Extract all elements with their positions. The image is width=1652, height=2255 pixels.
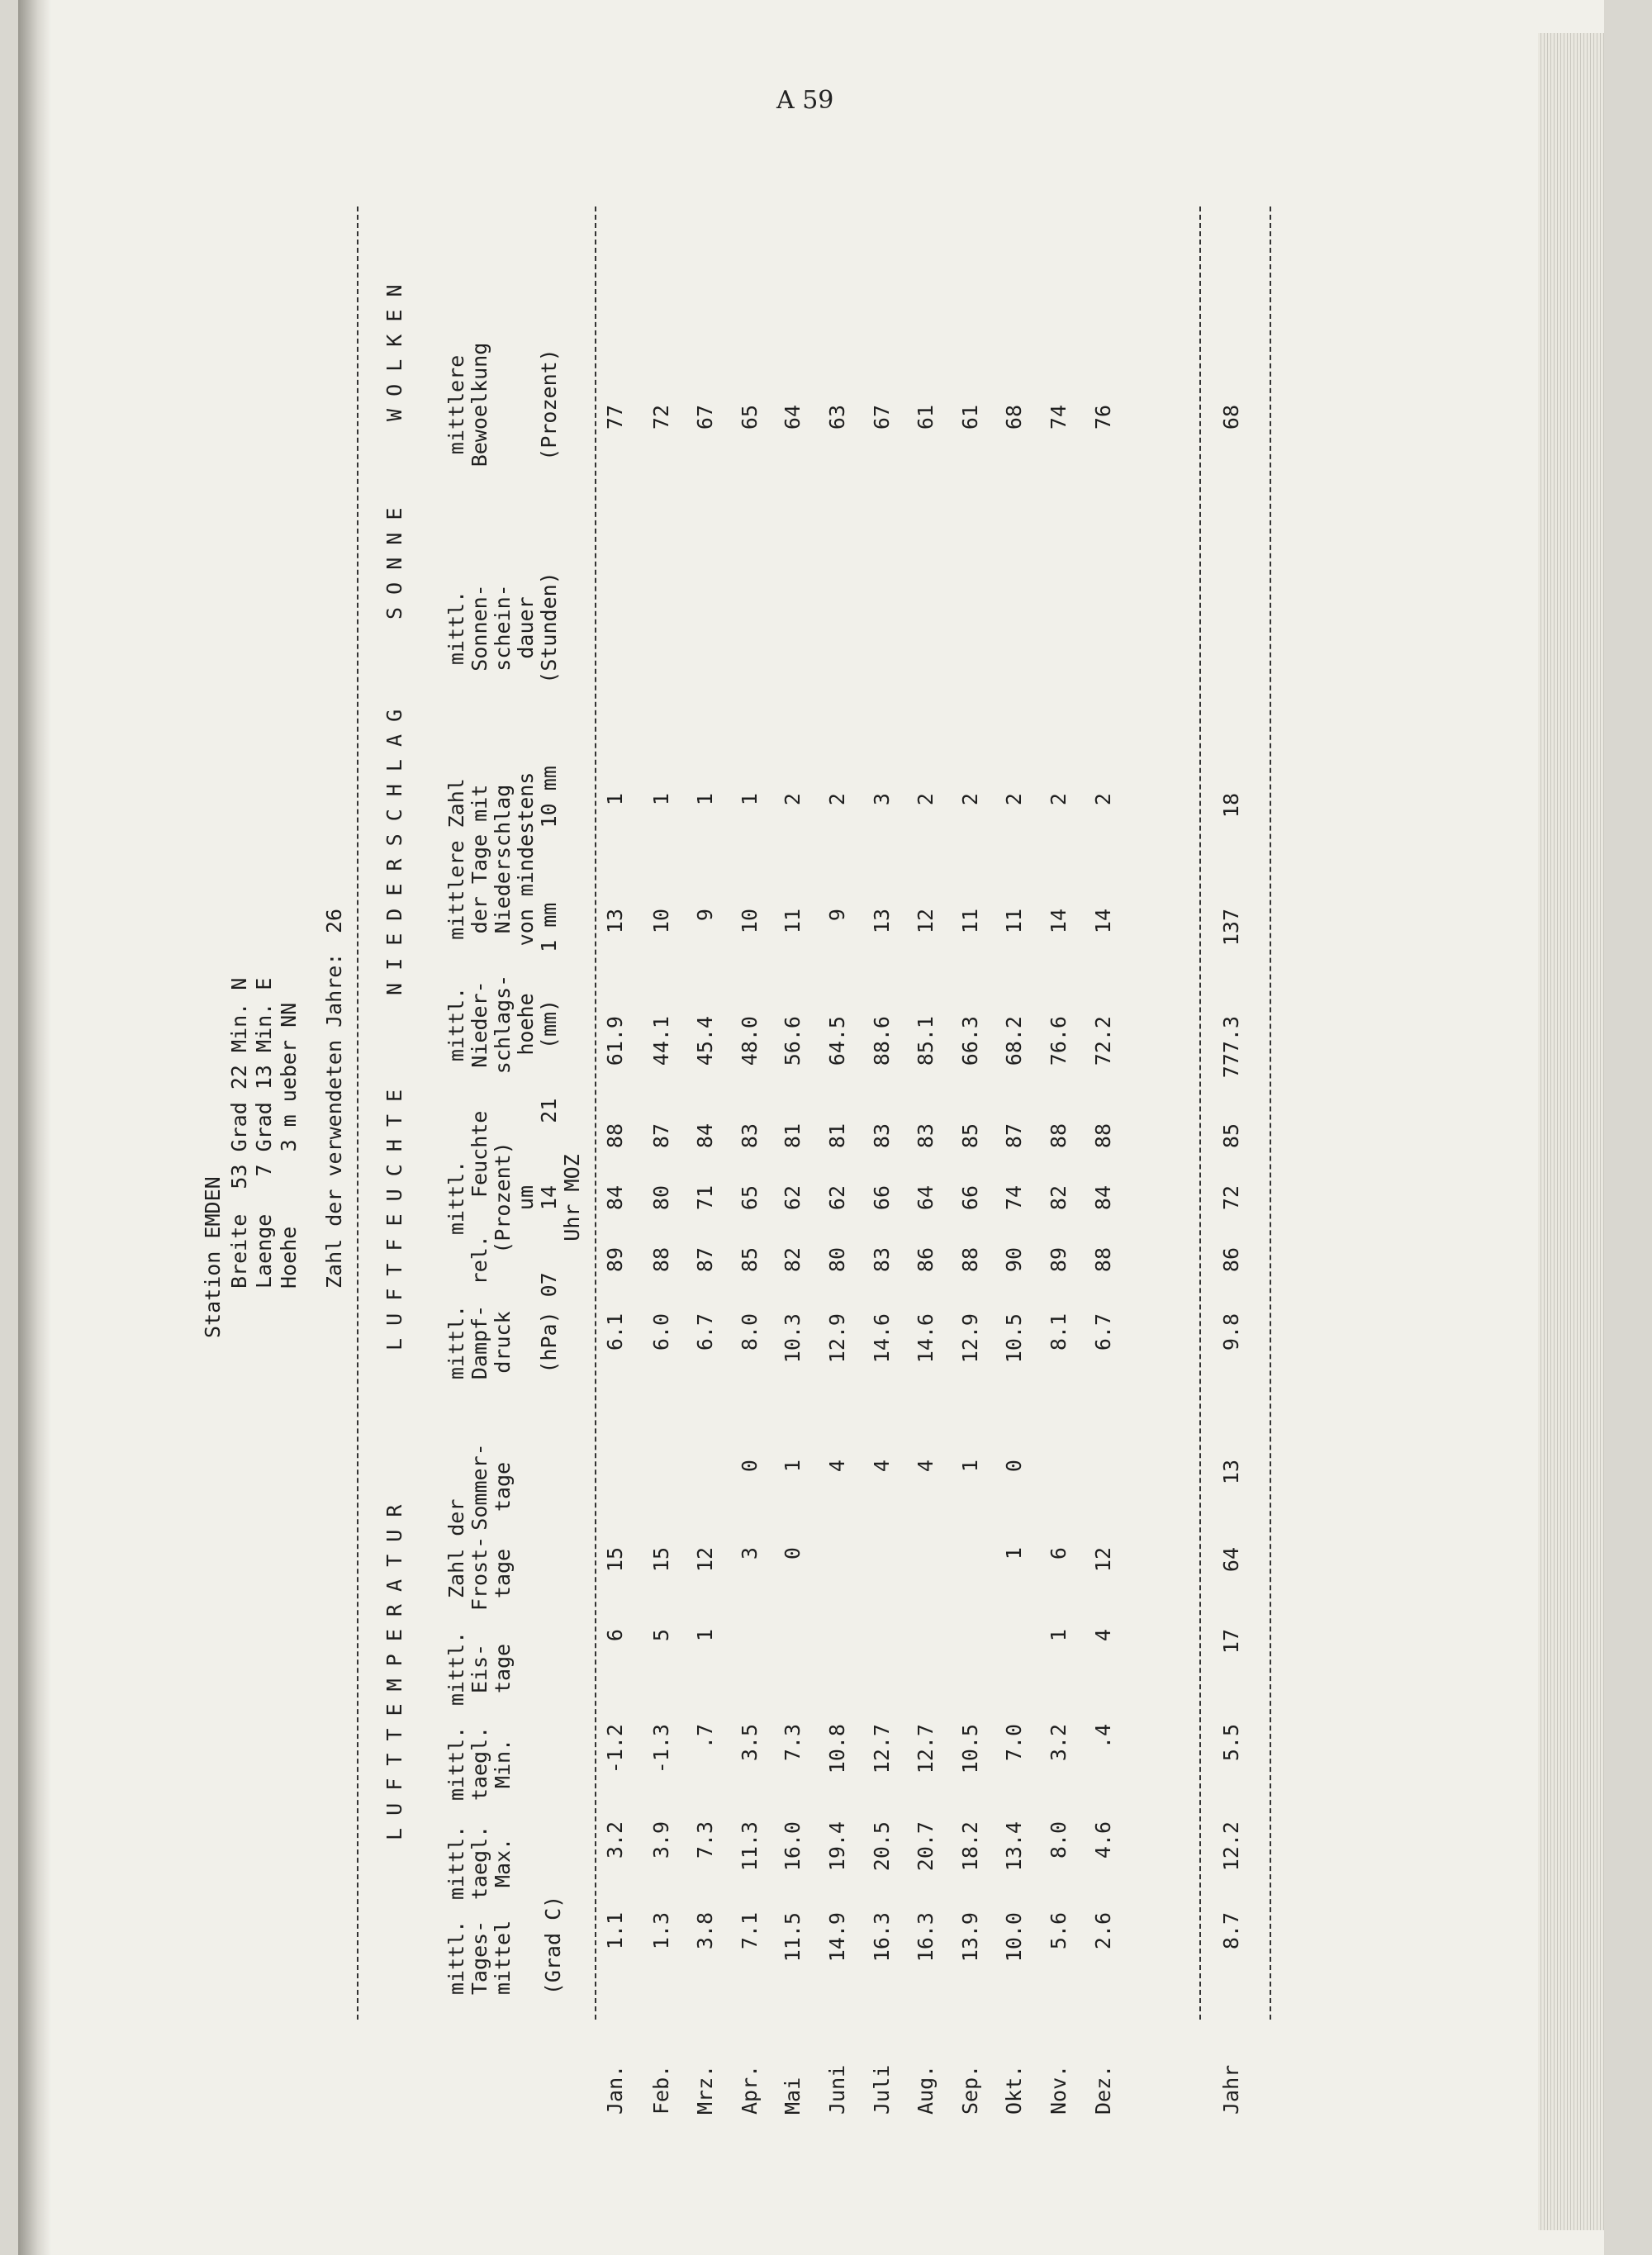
header-hum: 07 14 21: [537, 1098, 561, 1298]
month-row-cell: 65: [738, 1185, 762, 1211]
page-gutter-shadow: [18, 0, 51, 2255]
header-c4: tage: [491, 1643, 515, 1694]
header-c4: Eis-: [468, 1643, 491, 1694]
header-c7: Dampf-: [468, 1304, 491, 1380]
month-row-cell: 88.6: [870, 1016, 894, 1066]
month-row-cell: 65: [738, 405, 762, 430]
month-row-cell: 45.4: [693, 1016, 717, 1066]
month-row-cell: 87: [1002, 1123, 1026, 1149]
month-row-cell: 1: [738, 793, 762, 806]
month-row-cell: 88: [603, 1123, 627, 1149]
month-row-cell: 76: [1091, 405, 1115, 430]
header-days: der Tage mit: [468, 784, 491, 934]
header-hum: um: [514, 1184, 538, 1211]
month-row-cell: 6.7: [693, 1313, 717, 1351]
month-row-cell: 14: [1091, 909, 1115, 934]
month-row-cell: .7: [693, 1724, 717, 1749]
header-c5: tage: [491, 1548, 515, 1599]
month-row-cell: -1.2: [603, 1724, 627, 1774]
month-row-cell: 67: [870, 405, 894, 430]
month-row-cell: -1.3: [649, 1724, 673, 1774]
year-total-cell: 64: [1219, 1547, 1243, 1573]
month-row-cell: 11: [958, 909, 982, 934]
month-row-cell: 1: [693, 793, 717, 806]
month-row-cell: 2: [1047, 793, 1070, 806]
month-row-cell: 20.5: [870, 1821, 894, 1872]
month-row-month: Sep.: [958, 2064, 982, 2115]
month-row-cell: 8.1: [1047, 1313, 1070, 1351]
header-hum: (Prozent): [491, 1142, 515, 1254]
month-row-cell: 61: [958, 405, 982, 430]
month-row-cell: 7.0: [1002, 1724, 1026, 1762]
month-row-cell: 7.3: [781, 1724, 805, 1762]
month-row-cell: 18.2: [958, 1821, 982, 1872]
month-row-month: Apr.: [738, 2064, 762, 2115]
month-row-cell: 1: [1047, 1629, 1070, 1642]
month-row-cell: 12: [1091, 1547, 1115, 1573]
header-c14: Sonnen-: [468, 584, 491, 672]
year-total-cell: 13: [1219, 1460, 1243, 1485]
month-row-cell: 3.8: [693, 1912, 717, 1950]
header-c2: mittl.: [444, 1825, 468, 1901]
month-row-cell: 74: [1047, 405, 1070, 430]
month-row-cell: 19.4: [825, 1821, 849, 1872]
month-row-cell: 12.9: [958, 1313, 982, 1364]
rule-end: [1270, 207, 1271, 2020]
month-row-cell: 62: [781, 1185, 805, 1211]
header-c1: mittl.: [444, 1920, 468, 1996]
month-row-cell: 3: [738, 1547, 762, 1560]
month-row-cell: 2: [1091, 793, 1115, 806]
month-row-cell: 74: [1002, 1185, 1026, 1211]
station-latitude: Breite 53 Grad 22 Min. N: [227, 977, 251, 1289]
month-row-cell: 2: [1002, 793, 1026, 806]
month-row-cell: 84: [603, 1185, 627, 1211]
header-c11: Nieder-: [468, 980, 491, 1068]
month-row-cell: 4: [825, 1460, 849, 1473]
header-c4: mittl.: [444, 1631, 468, 1707]
month-row-cell: 71: [693, 1185, 717, 1211]
month-row-cell: 8.0: [1047, 1821, 1070, 1859]
year-total-cell: 137: [1219, 909, 1243, 947]
year-total-cell: 18: [1219, 793, 1243, 819]
page-number: A 59: [776, 86, 834, 115]
month-row-cell: 4: [914, 1460, 938, 1473]
month-row-cell: 88: [649, 1247, 673, 1273]
year-total-cell: 17: [1219, 1629, 1243, 1654]
month-row-cell: 77: [603, 405, 627, 430]
station-height: Hoehe 3 m ueber NN: [277, 1002, 301, 1289]
month-row-cell: 4: [1091, 1629, 1115, 1642]
month-row-month: Feb.: [649, 2064, 673, 2115]
month-row-cell: 3.5: [738, 1724, 762, 1762]
month-row-cell: 10: [738, 909, 762, 934]
station-longitude: Laenge 7 Grad 13 Min. E: [252, 977, 276, 1289]
month-row-cell: 81: [781, 1123, 805, 1149]
month-row-cell: 90: [1002, 1247, 1026, 1273]
month-row-cell: 88: [1091, 1123, 1115, 1149]
header-c1: Tages-: [468, 1920, 491, 1996]
month-row-cell: 11: [1002, 909, 1026, 934]
month-row-cell: 11.3: [738, 1821, 762, 1872]
month-row-cell: 13.9: [958, 1912, 982, 1963]
month-row-cell: 20.7: [914, 1821, 938, 1872]
year-total-cell: 777.3: [1219, 1016, 1243, 1079]
month-row-cell: 83: [738, 1123, 762, 1149]
header-c11: hoehe: [514, 993, 538, 1056]
month-row-cell: 86: [914, 1247, 938, 1273]
month-row-cell: 1.1: [603, 1912, 627, 1950]
year-total-month: Jahr: [1219, 2064, 1243, 2115]
year-total-cell: 85: [1219, 1123, 1243, 1149]
year-total-cell: 68: [1219, 405, 1243, 430]
month-row-cell: 83: [870, 1123, 894, 1149]
month-row-cell: 3.2: [603, 1821, 627, 1859]
month-row-month: Okt.: [1002, 2064, 1026, 2115]
month-row-cell: 62: [825, 1185, 849, 1211]
header-zahl-der: Zahl der: [444, 1498, 468, 1598]
header-days: Niederschlag: [491, 784, 515, 934]
month-row-cell: 8.0: [738, 1313, 762, 1351]
rule-bottom: [1199, 207, 1201, 2020]
header-days: 1 mm 10 mm: [537, 766, 561, 952]
month-row-cell: 4.6: [1091, 1821, 1115, 1859]
header-c2: Max.: [491, 1837, 515, 1888]
header-c15: (Prozent): [537, 349, 561, 461]
month-row-cell: 61.9: [603, 1016, 627, 1066]
rule-top: [357, 207, 358, 2020]
month-row-cell: 82: [781, 1247, 805, 1273]
month-row-cell: 1: [1002, 1547, 1026, 1560]
group-niederschlag: N I E D E R S C H L A G: [382, 709, 406, 995]
month-row-cell: 1: [781, 1460, 805, 1473]
month-row-cell: 6: [1047, 1547, 1070, 1560]
header-c14: mittl.: [444, 590, 468, 666]
header-c15: mittlere: [444, 354, 468, 455]
month-row-cell: 3.2: [1047, 1724, 1070, 1762]
month-row-cell: 3.9: [649, 1821, 673, 1859]
month-row-cell: 2.6: [1091, 1912, 1115, 1950]
month-row-cell: 84: [693, 1123, 717, 1149]
month-row-cell: 10.5: [958, 1724, 982, 1774]
month-row-cell: 10.8: [825, 1724, 849, 1774]
month-row-cell: 85: [958, 1123, 982, 1149]
month-row-cell: 7.3: [693, 1821, 717, 1859]
month-row-cell: 85.1: [914, 1016, 938, 1066]
month-row-cell: 9: [693, 909, 717, 922]
header-c14: (Stunden): [537, 572, 561, 684]
month-row-cell: 15: [603, 1547, 627, 1573]
month-row-cell: 64: [914, 1185, 938, 1211]
month-row-cell: 83: [870, 1247, 894, 1273]
month-row-cell: 14.9: [825, 1912, 849, 1963]
month-row-cell: 80: [825, 1247, 849, 1273]
month-row-cell: 10.5: [1002, 1313, 1026, 1364]
month-row-cell: 5.6: [1047, 1912, 1070, 1950]
month-row-cell: 7.1: [738, 1912, 762, 1950]
header-c1: mittel: [491, 1920, 515, 1996]
month-row-cell: 66.3: [958, 1016, 982, 1066]
month-row-cell: 80: [649, 1185, 673, 1211]
month-row-cell: 76.6: [1047, 1016, 1070, 1066]
header-c11: schlags-: [491, 974, 515, 1075]
month-row-cell: 72.2: [1091, 1016, 1115, 1066]
month-row-cell: 1.3: [649, 1912, 673, 1950]
month-row-month: Aug.: [914, 2064, 938, 2115]
month-row-cell: 61: [914, 405, 938, 430]
group-sonne: S O N N E: [382, 507, 406, 620]
header-days: von mindestens: [514, 771, 538, 947]
header-unit-temp: (Grad C): [541, 1895, 565, 1996]
year-total-cell: 86: [1219, 1247, 1243, 1273]
month-row-cell: 56.6: [781, 1016, 805, 1066]
month-row-cell: 63: [825, 405, 849, 430]
header-c15: Bewoelkung: [468, 342, 491, 468]
year-total-cell: 5.5: [1219, 1724, 1243, 1762]
header-hum: mittl.: [444, 1160, 468, 1236]
climate-table: [194, 198, 1301, 2115]
years-label: Zahl der verwendeten Jahre:: [322, 952, 346, 1289]
month-row-cell: 3: [870, 793, 894, 806]
month-row-cell: 89: [603, 1247, 627, 1273]
group-lufttemperatur: L U F T T E M P E R A T U R: [382, 1504, 406, 1840]
month-row-cell: 0: [781, 1547, 805, 1560]
month-row-cell: 12.7: [914, 1724, 938, 1774]
month-row-cell: 1: [958, 1460, 982, 1473]
month-row-month: Jan.: [603, 2064, 627, 2115]
month-row-cell: 87: [693, 1247, 717, 1273]
month-row-cell: 64.5: [825, 1016, 849, 1066]
years-value: 26: [322, 908, 346, 933]
month-row-cell: 12.9: [825, 1313, 849, 1364]
month-row-cell: 11.5: [781, 1912, 805, 1963]
header-c3: Min.: [491, 1738, 515, 1789]
year-total-cell: 72: [1219, 1185, 1243, 1211]
month-row-cell: 66: [870, 1185, 894, 1211]
month-row-month: Dez.: [1091, 2064, 1115, 2115]
month-row-cell: 68.2: [1002, 1016, 1026, 1066]
header-c6: Sommer-: [468, 1443, 491, 1531]
header-c6: tage: [491, 1461, 515, 1512]
month-row-cell: 6.7: [1091, 1313, 1115, 1351]
month-row-cell: 64: [781, 405, 805, 430]
month-row-cell: 89: [1047, 1247, 1070, 1273]
header-hum: rel. Feuchte: [468, 1110, 491, 1285]
header-c7: (hPa): [537, 1311, 561, 1374]
month-row-cell: 14.6: [870, 1313, 894, 1364]
month-row-cell: 14: [1047, 909, 1070, 934]
month-row-month: Juli: [870, 2064, 894, 2115]
month-row-cell: 12: [693, 1547, 717, 1573]
year-total-cell: 8.7: [1219, 1912, 1243, 1950]
month-row-cell: 16.3: [914, 1912, 938, 1963]
month-row-cell: 6: [603, 1629, 627, 1642]
month-row-cell: 85: [738, 1247, 762, 1273]
station-title: Station EMDEN: [201, 1176, 225, 1338]
month-row-cell: 16.3: [870, 1912, 894, 1963]
header-c11: (mm): [537, 999, 561, 1050]
month-row-cell: 1: [693, 1629, 717, 1642]
month-row-cell: 10.0: [1002, 1912, 1026, 1963]
month-row-cell: 16.0: [781, 1821, 805, 1872]
header-c7: druck: [491, 1311, 515, 1374]
header-c5: Frost-: [468, 1536, 491, 1612]
page-edges: [1538, 33, 1604, 2230]
group-wolken: W O L K E N: [382, 284, 406, 421]
month-row-cell: 13: [870, 909, 894, 934]
month-row-cell: 11: [781, 909, 805, 934]
header-hum: Uhr MOZ: [560, 1154, 584, 1241]
header-c7: mittl.: [444, 1304, 468, 1380]
month-row-cell: 10.3: [781, 1313, 805, 1364]
month-row-cell: 13: [603, 909, 627, 934]
header-c3: taegl.: [468, 1726, 491, 1802]
month-row-cell: 9: [825, 909, 849, 922]
header-c11: mittl.: [444, 986, 468, 1062]
month-row-cell: 82: [1047, 1185, 1070, 1211]
month-row-cell: 68: [1002, 405, 1026, 430]
month-row-cell: 66: [958, 1185, 982, 1211]
header-days: mittlere Zahl: [444, 778, 468, 940]
month-row-cell: 0: [1002, 1460, 1026, 1473]
header-c14: schein-: [491, 584, 515, 672]
month-row-month: Mrz.: [693, 2064, 717, 2115]
header-c3: mittl.: [444, 1726, 468, 1802]
month-row-cell: 6.0: [649, 1313, 673, 1351]
month-row-cell: 4: [870, 1460, 894, 1473]
month-row-cell: 2: [914, 793, 938, 806]
month-row-cell: 84: [1091, 1185, 1115, 1211]
month-row-cell: 87: [649, 1123, 673, 1149]
month-row-cell: 48.0: [738, 1016, 762, 1066]
month-row-month: Nov.: [1047, 2064, 1070, 2115]
month-row-cell: 13.4: [1002, 1821, 1026, 1872]
month-row-cell: 12: [914, 909, 938, 934]
month-row-month: Mai: [781, 2077, 805, 2115]
month-row-cell: 83: [914, 1123, 938, 1149]
header-c14: dauer: [514, 596, 538, 659]
rule-header: [595, 207, 596, 2020]
month-row-cell: 2: [958, 793, 982, 806]
month-row-cell: 88: [958, 1247, 982, 1273]
month-row-month: Juni: [825, 2064, 849, 2115]
month-row-cell: 44.1: [649, 1016, 673, 1066]
month-row-cell: 14.6: [914, 1313, 938, 1364]
month-row-cell: .4: [1091, 1724, 1115, 1749]
month-row-cell: 88: [1047, 1123, 1070, 1149]
month-row-cell: 2: [781, 793, 805, 806]
month-row-cell: 1: [603, 793, 627, 806]
month-row-cell: 88: [1091, 1247, 1115, 1273]
month-row-cell: 0: [738, 1460, 762, 1473]
month-row-cell: 15: [649, 1547, 673, 1573]
month-row-cell: 2: [825, 793, 849, 806]
header-c2: taegl.: [468, 1825, 491, 1901]
month-row-cell: 1: [649, 793, 673, 806]
year-total-cell: 12.2: [1219, 1821, 1243, 1872]
month-row-cell: 10: [649, 909, 673, 934]
month-row-cell: 5: [649, 1629, 673, 1642]
month-row-cell: 67: [693, 405, 717, 430]
year-total-cell: 9.8: [1219, 1313, 1243, 1351]
month-row-cell: 72: [649, 405, 673, 430]
month-row-cell: 12.7: [870, 1724, 894, 1774]
month-row-cell: 6.1: [603, 1313, 627, 1351]
group-luftfeuchte: L U F T F E U C H T E: [382, 1089, 406, 1351]
month-row-cell: 81: [825, 1123, 849, 1149]
